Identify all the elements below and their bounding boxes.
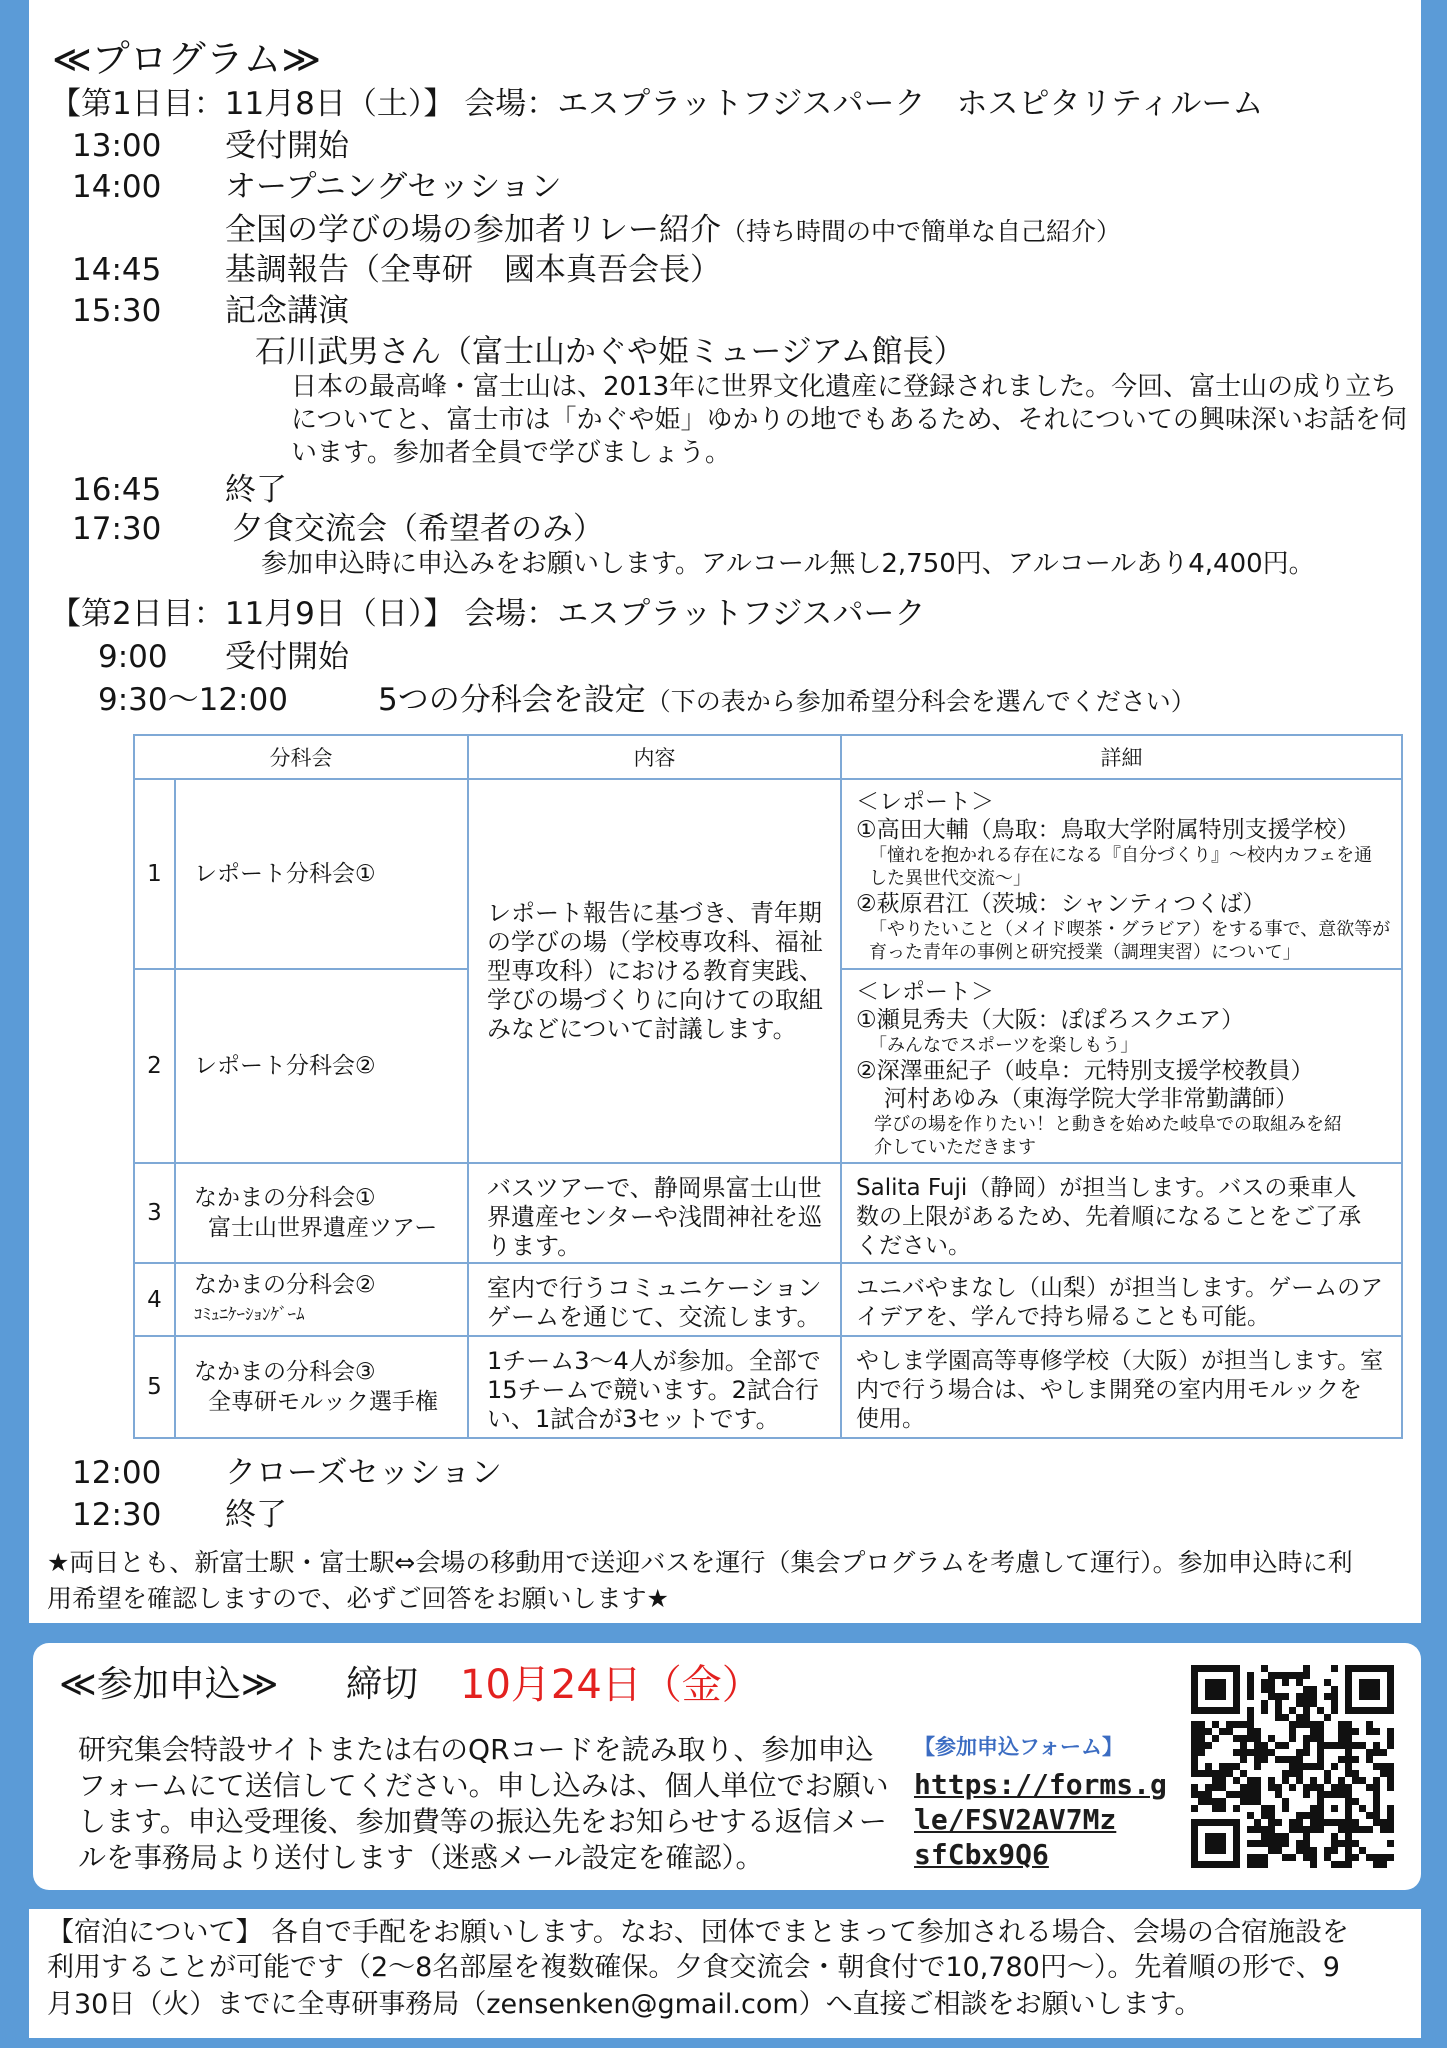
session-subtitle: ｺﾐｭﾆｹｰｼｮﾝｹﾞｰﾑ [194,1304,305,1325]
header-session: 分科会 [134,735,468,779]
detail-subline: 育った青年の事例と研究授業（調理実習）について」 [869,942,1301,963]
time: 14:00 [72,169,162,205]
content-line: ゲームを通じて、交流します。 [487,1303,821,1331]
content-line: 界遺産センターや浅間神社を巡 [487,1203,823,1231]
bus-note-line: ★両日とも、新富士駅・富士駅⇔会場の移動用で送迎バスを運行（集会プログラムを考慮して運行）。参加申込時に利 [47,1548,1353,1577]
session-detail [841,1263,1402,1336]
session-name-line: レポート分科会② [194,1053,376,1079]
desc-line: についてと、富士市は「かぐや姫」ゆかりの地でもあるため、それについての興味深いお話を伺 [291,405,1407,435]
relay-intro: 全国の学びの場の参加者リレー紹介 [225,212,721,248]
content-line: 型専攻科）における教育実践、 [487,956,823,985]
row-number: 3 [134,1163,175,1263]
breakout-table-grid [133,734,1403,1439]
schedule-label: 受付開始 [225,639,349,675]
row-number: 1 [134,779,175,969]
session-name-line: なかまの分科会② [194,1271,376,1298]
qr-code [1191,1665,1394,1868]
form-label: 【参加申込フォーム】 [914,1735,1123,1759]
detail-line: ユニバやまなし（山梨）が担当します。ゲームのア [856,1275,1384,1301]
deadline-date: 10月24日（金） [460,1662,762,1708]
session-content [468,1263,841,1336]
session-detail [841,969,1402,1163]
session-name [175,1336,468,1438]
table-row [134,1336,1402,1438]
body-line: ルを事務局より送付します（迷惑メール設定を確認）。 [78,1841,764,1874]
body-line: します。申込受理後、参加費等の振込先をお知らせする返信メー [78,1805,887,1838]
schedule-label: 終了 [225,472,287,508]
detail-subline: した異世代交流〜」 [869,868,1031,889]
body-line: 研究集会特設サイトまたは右のQRコードを読み取り、参加申込 [78,1733,874,1766]
table-row [134,1263,1402,1336]
time: 16:45 [72,472,162,508]
detail-line: ください。 [856,1233,971,1259]
detail-line: イデアを、学んで持ち帰ることも可能。 [856,1304,1270,1330]
session-name [175,969,468,1163]
content-line: い、1試合が3セットです。 [487,1405,780,1433]
time: 9:00 [98,639,168,675]
session-name [175,779,468,969]
schedule-label: 基調報告（全専研 國本真吾会長） [225,252,721,288]
row-number: 5 [134,1336,175,1438]
form-link-line[interactable]: https://forms.g [914,1768,1167,1801]
session-subtitle: 全専研モルック選手権 [208,1389,438,1415]
content-line: 15チームで競います。2試合行 [487,1376,819,1404]
desc-line: います。参加者全員で学びましょう。 [291,438,731,468]
form-link-line[interactable]: sfCbx9Q6 [914,1838,1049,1871]
bus-note-line: 用希望を確認しますので、必ずご回答をお願いします★ [47,1584,669,1613]
speaker-name: 石川武男さん（富士山かぐや姫ミュージアム館長） [255,334,965,370]
day1-heading: 【第1日目：11月8日（土）】 会場：エスプラットフジスパーク ホスピタリティルーム [50,86,1264,122]
session-subtitle: 富士山世界遺産ツアー [208,1215,438,1241]
time: 12:30 [72,1497,162,1533]
session-detail [841,1163,1402,1263]
detail-line: ②深澤亜紀子（岐阜：元特別支援学校教員） [856,1058,1314,1084]
detail-line: ①高田大輔（鳥取：鳥取大学附属特別支援学校） [856,817,1360,843]
detail-line: ＜レポート＞ [856,789,994,815]
bus-note [47,1545,1353,1617]
row-number: 2 [134,969,175,1163]
session-name-line: レポート分科会① [194,861,376,887]
form-link[interactable] [914,1767,1167,1872]
content-line: ります。 [487,1232,582,1260]
schedule-label: 受付開始 [225,128,349,164]
breakout-label: 5つの分科会を設定 [378,682,646,718]
lodging-panel [29,1909,1421,2038]
detail-subline: 介していただきます [874,1137,1036,1158]
application-title: ≪参加申込≫ [59,1664,279,1705]
lodging-line: 【宿泊について】 各自で手配をお願いします。なお、団体でまとまって参加される場合、会場の合宿施設を [47,1917,1349,1948]
schedule-label: 記念講演 [225,293,349,329]
time: 17:30 [72,511,162,547]
header-content: 内容 [468,735,841,779]
application-panel [33,1643,1421,1890]
dinner-note: 参加申込時に申込みをお願いします。アルコール無し2,750円、アルコールあり4,400円。 [261,549,1315,579]
session-detail [841,779,1402,969]
schedule-label: オープニングセッション [225,169,562,205]
session-name [175,1163,468,1263]
session-content [468,779,841,1163]
detail-line: 内で行う場合は、やしま開発の室内用モルックを [856,1377,1362,1403]
detail-line: Salita Fuji（静岡）が担当します。バスの乗車人 [856,1175,1357,1201]
schedule-label: クローズセッション [225,1455,502,1491]
detail-line: ＜レポート＞ [856,979,994,1005]
content-line: バスツアーで、静岡県富士山世 [487,1174,822,1202]
content-line: 1チーム3〜4人が参加。全部で [487,1347,821,1375]
table-row [134,779,1402,969]
session-name-line: なかまの分科会① [194,1185,376,1211]
content-line: みなどについて討議します。 [487,1014,797,1043]
application-body [78,1732,889,1876]
header-detail: 詳細 [841,735,1402,779]
schedule-label [378,680,1196,722]
detail-line: ②萩原君江（茨城：シャンティつくば） [856,891,1266,917]
schedule-label [225,210,1121,252]
detail-subline: 「やりたいこと（メイド喫茶・グラビア）をする事で、意欲等が [869,919,1391,940]
day2-heading: 【第2日目：11月9日（日）】 会場：エスプラットフジスパーク [50,596,926,632]
session-name [175,1263,468,1336]
detail-line: 河村あゆみ（東海学院大学非常勤講師） [884,1086,1298,1112]
detail-subline: 「憧れを抱かれる存在になる『自分づくり』〜校内カフェを通 [869,845,1373,866]
schedule-label: 終了 [225,1497,287,1533]
row-number: 4 [134,1263,175,1336]
time: 15:30 [72,293,162,329]
session-content [468,1163,841,1263]
deadline-label: 締切 [346,1664,419,1705]
time: 12:00 [72,1455,162,1491]
session-detail [841,1336,1402,1438]
content-line: 室内で行うコミュニケーション [487,1274,822,1302]
breakout-note: （下の表から参加希望分科会を選んでください） [645,687,1196,716]
content-line: 学びの場づくりに向けての取組 [487,985,823,1014]
lecture-description [291,371,1407,470]
content-line: レポート報告に基づき、青年期 [487,898,823,927]
detail-line: 数の上限があるため、先着順になることをご了承 [856,1204,1362,1230]
lodging-line: 月30日（火）までに全専研事務局（zensenken@gmail.com）へ直接ご相談をお願いします。 [47,1989,1202,2020]
table-header-row [134,735,1402,779]
body-line: フォームにて送信してください。申し込みは、個人単位でお願い [78,1769,889,1802]
program-title: ≪プログラム≫ [52,37,322,81]
desc-line: 日本の最高峰・富士山は、2013年に世界文化遺産に登録されました。今回、富士山の成り立ち [291,372,1398,402]
time: 9:30〜12:00 [98,682,288,718]
session-name-line: なかまの分科会③ [194,1359,376,1385]
time: 14:45 [72,252,162,288]
detail-subline: 学びの場を作りたい！と動きを始めた岐阜での取組みを紹 [874,1114,1342,1135]
detail-line: ①瀬見秀夫（大阪：ぽぽろスクエア） [856,1007,1245,1033]
session-content [468,1336,841,1438]
detail-subline: 「みんなでスポーツを楽しもう」 [869,1035,1139,1056]
detail-line: 使用。 [856,1406,925,1432]
form-link-line[interactable]: le/FSV2AV7Mz [914,1803,1117,1836]
schedule-label: 夕食交流会（希望者のみ） [232,511,604,547]
relay-note: （持ち時間の中で簡単な自己紹介） [721,217,1122,246]
content-line: の学びの場（学校専攻科、福祉 [487,927,823,956]
program-panel [29,0,1421,1623]
breakout-table [133,734,1401,1439]
time: 13:00 [72,128,162,164]
lodging-line: 利用することが可能です（2〜8名部屋を複数確保。夕食交流会・朝食付で10,780円〜）。先着順の形で、9 [47,1952,1340,1983]
detail-line: やしま学園高等専修学校（大阪）が担当します。室 [856,1348,1384,1374]
table-row [134,1163,1402,1263]
